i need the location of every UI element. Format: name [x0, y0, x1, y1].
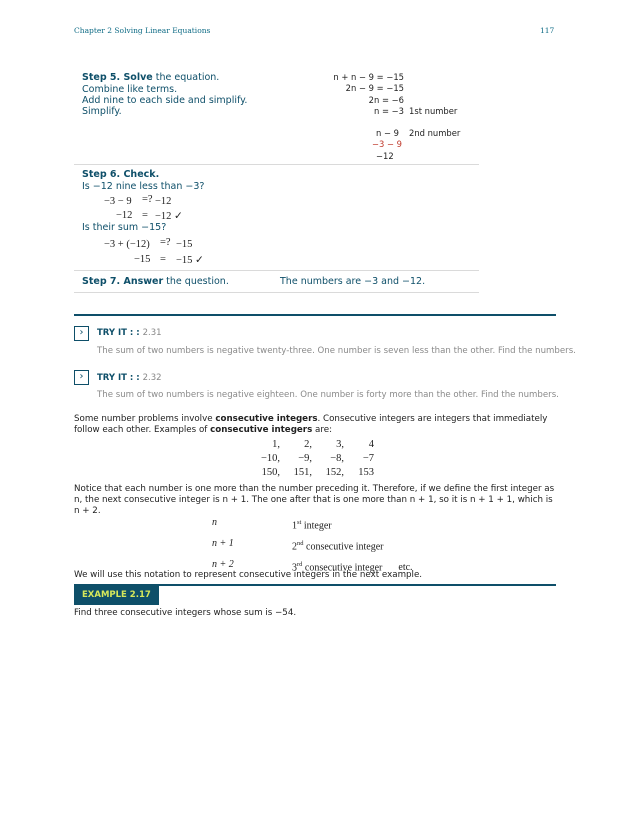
try-it-number: 2.32 [142, 373, 162, 383]
example-cell: 151, [293, 467, 312, 478]
divider [74, 164, 479, 165]
divider [74, 270, 479, 271]
para1-c: . Consecutive integers are integers that immediately follow each other. Examples of [74, 414, 548, 435]
check-eq1-mid: =? [142, 194, 153, 205]
ord-suffix: st [297, 519, 302, 526]
step6-question-1: Is −12 nine less than −3? [82, 181, 205, 192]
check-eq4-mid: = [160, 254, 166, 265]
step5-eq-1: n + n − 9 = −15 [333, 72, 404, 82]
ord-number: 2 [292, 541, 297, 553]
ord-number: 1 [292, 520, 297, 532]
step5-title-rest: the equation. [155, 72, 220, 83]
step5-title [82, 72, 219, 84]
example-cell: 150, [261, 467, 280, 478]
try-it-label [97, 373, 162, 383]
second-number-expr: n − 9 [376, 128, 399, 138]
check-eq4-left: −15 [134, 254, 151, 265]
examples-table [240, 439, 374, 481]
check-eq2-mid: = [142, 210, 148, 221]
example-cell: −9, [298, 453, 312, 464]
check-eq2-right: −12 ✓ [155, 211, 183, 222]
consec-expr: n + 1 [212, 537, 234, 549]
ord-suffix: rd [297, 560, 303, 568]
ord-label: consecutive integer [304, 561, 383, 573]
step5-line-1: Combine like terms. [82, 84, 178, 95]
notation-paragraph: Notice that each number is one more than the number preceding it. Therefore, if we define the first integer as n, the next consecutive integer is n + 1. The one after that is one more than n + 1, so it is n + 1 + 1, which is n + 2. [74, 484, 555, 516]
check-eq1-left: −3 − 9 [104, 196, 132, 207]
step5-title-bold: Step 5. Solve [82, 72, 153, 83]
para1-d: consecutive integers [210, 425, 313, 435]
try-it-text: The sum of two numbers is negative twenty-three. One number is seven less than the other. Find the numbers. [97, 346, 576, 356]
try-it-label [97, 328, 162, 338]
consecutive-row [212, 535, 413, 556]
chapter-header: Chapter 2 Solving Linear Equations [74, 26, 211, 35]
example-cell: 1, [272, 439, 280, 450]
para1-a: Some number problems involve [74, 414, 216, 424]
check-eq3-right: −15 [176, 239, 193, 250]
step6-question-2: Is their sum −15? [82, 222, 167, 233]
examples-row [240, 439, 374, 453]
example-cell: 153 [358, 467, 374, 478]
ord-label: consecutive integer [306, 541, 384, 553]
example-problem: Find three consecutive integers whose sum is −54. [74, 608, 297, 618]
example-label: EXAMPLE 2.17 [74, 585, 159, 605]
consec-expr: n + 2 [212, 558, 234, 570]
consecutive-row [212, 514, 413, 535]
consec-expr: n [212, 517, 217, 528]
step5-line-2: Add nine to each side and simplify. [82, 95, 248, 106]
section-rule [74, 314, 556, 316]
example-cell: −10, [260, 453, 280, 464]
consecutive-intro-paragraph [74, 414, 558, 436]
etc-text: etc. [398, 561, 413, 573]
para1-b: consecutive integers [215, 414, 318, 424]
ord-suffix: nd [297, 539, 304, 547]
step7-title-bold: Step 7. Answer [82, 276, 164, 287]
page-number: 117 [540, 26, 555, 35]
examples-row [240, 453, 374, 467]
step7-title-rest: the question. [166, 276, 229, 287]
check-eq3-mid: =? [160, 237, 171, 248]
second-number-label: 2nd number [409, 128, 461, 138]
step5-line-3: Simplify. [82, 106, 122, 117]
step7-answer: The numbers are −3 and −12. [280, 276, 426, 287]
check-eq1-right: −12 [155, 196, 172, 207]
divider [74, 292, 479, 293]
notation-usage-paragraph: We will use this notation to represent consecutive integers in the next example. [74, 570, 423, 580]
chevron-right-icon[interactable]: › [74, 370, 89, 385]
substitution-expr: −3 − 9 [372, 139, 403, 149]
para1-e: are: [312, 425, 333, 435]
try-it-text: The sum of two numbers is negative eighteen. One number is forty more than the other. Find the numbers. [97, 390, 559, 400]
example-cell: −8, [330, 453, 344, 464]
example-cell: 4 [368, 439, 374, 450]
step6-title: Step 6. Check. [82, 169, 160, 180]
first-number-label: 1st number [409, 106, 458, 116]
check-eq2-left: −12 [116, 210, 133, 221]
second-number-result: −12 [376, 151, 394, 161]
step5-eq-3: 2n = −6 [368, 95, 404, 105]
try-it-label-text: TRY IT : : [97, 328, 140, 338]
check-eq4-right: −15 ✓ [176, 255, 204, 266]
check-eq3-left: −3 + (−12) [104, 239, 150, 250]
example-cell: −7 [362, 453, 374, 464]
ord-number: 3 [292, 561, 297, 573]
step7-title [82, 276, 229, 288]
example-cell: 152, [325, 467, 344, 478]
step5-eq-2: 2n − 9 = −15 [345, 83, 404, 93]
try-it-label-text: TRY IT : : [97, 373, 140, 383]
example-cell: 2, [304, 439, 312, 450]
consec-ordinal [292, 535, 383, 556]
consecutive-table [212, 514, 413, 576]
step5-eq-4: n = −3 [374, 106, 404, 116]
ord-label: integer [303, 520, 332, 532]
examples-row [240, 467, 374, 481]
try-it-number: 2.31 [142, 328, 162, 338]
chevron-right-icon[interactable]: › [74, 326, 89, 341]
example-cell: 3, [336, 439, 344, 450]
consec-ordinal [292, 514, 332, 535]
